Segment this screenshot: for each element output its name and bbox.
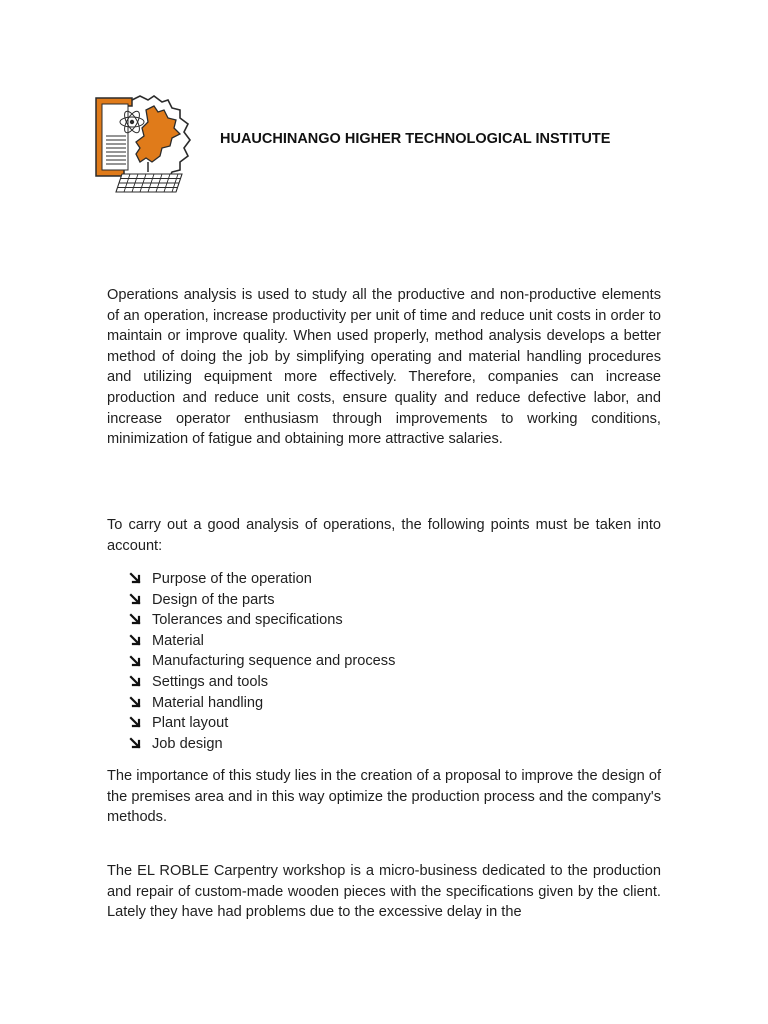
paragraph-operations-analysis: Operations analysis is used to study all the productive and non-productive elements of an operation, increase productivity per unit of time and reduce unit costs in order to maintain or improve quality. When used properly, method analysis develops a better method of doing the job by simplifying operating and material handling procedures and utilizing equipment more effectively. Therefore, companies can increase production and reduce unit costs, ensure quality and reduce defective labor, and increase operator enthusiasm through improvements to working conditions, minimization of fatigue and obtaining more attractive salaries. [107, 287, 661, 448]
arrow-down-right-icon [129, 593, 143, 607]
list-item-text: Material handling [152, 694, 264, 711]
list-item [129, 569, 395, 590]
list-item-text: Plant layout [152, 715, 229, 732]
list-item-text: Material [152, 632, 204, 649]
arrow-down-right-icon [129, 572, 143, 586]
paragraph-points-intro: To carry out a good analysis of operations, the following points must be taken into account: [107, 517, 661, 554]
list-item-text: Design of the parts [152, 591, 275, 608]
list-item [129, 693, 395, 714]
list-item-text: Settings and tools [152, 673, 269, 690]
list-item-text: Manufacturing sequence and process [152, 653, 396, 670]
list-item [129, 590, 395, 611]
list-item-text: Tolerances and specifications [152, 612, 343, 629]
arrow-down-right-icon [129, 675, 143, 689]
list-item [129, 651, 395, 672]
arrow-down-right-icon [129, 716, 143, 730]
analysis-points-list [129, 569, 395, 754]
list-item [129, 734, 395, 755]
list-item [129, 631, 395, 652]
arrow-down-right-icon [129, 737, 143, 751]
list-item [129, 610, 395, 631]
arrow-down-right-icon [129, 613, 143, 627]
list-item-text: Job design [152, 735, 223, 752]
list-item-text: Purpose of the operation [152, 571, 312, 587]
arrow-down-right-icon [129, 696, 143, 710]
list-item [129, 672, 395, 693]
institute-title: HUAUCHINANGO HIGHER TECHNOLOGICAL INSTITUTE [220, 131, 611, 147]
arrow-down-right-icon [129, 655, 143, 669]
list-item [129, 713, 395, 734]
arrow-down-right-icon [129, 634, 143, 648]
institute-logo-icon [92, 92, 202, 198]
paragraph-study-importance: The importance of this study lies in the creation of a proposal to improve the design of the premises area and in this way optimize the production process and the company's methods. [107, 768, 661, 826]
paragraph-el-roble-workshop: The EL ROBLE Carpentry workshop is a micro-business dedicated to the production and repair of custom-made wooden pieces with the specifications given by the client. Lately they have had problems due to the excessive delay in the [107, 863, 661, 921]
